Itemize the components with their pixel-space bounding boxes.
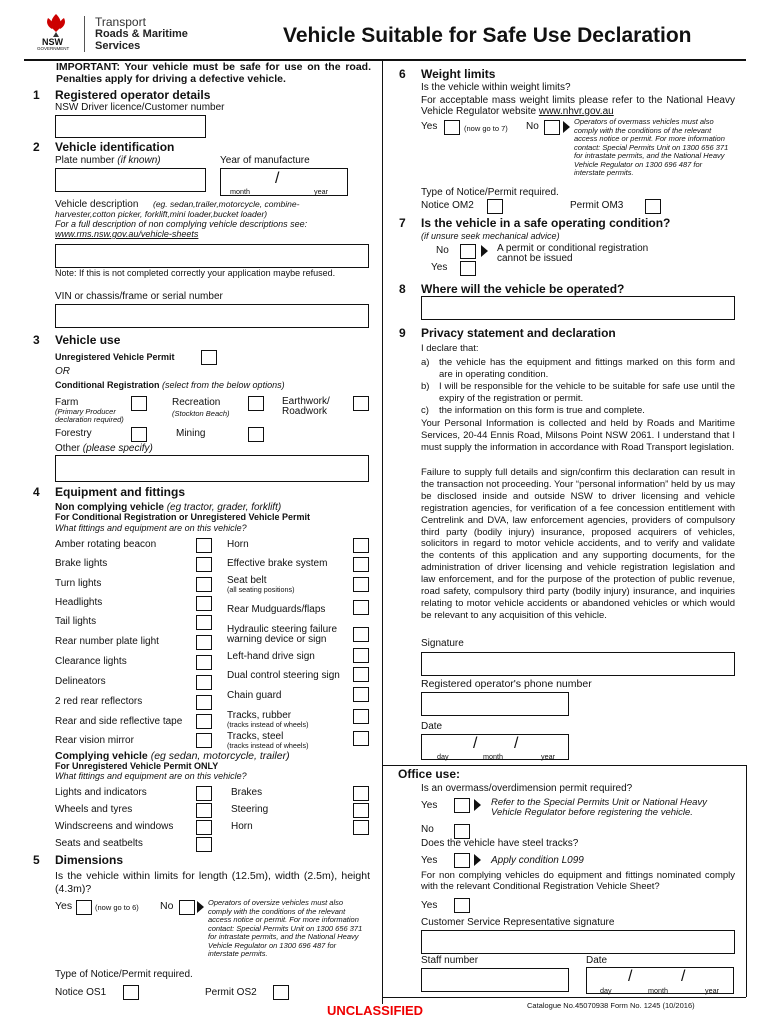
- date-label: Date: [421, 721, 443, 732]
- section-number: 7: [399, 216, 406, 230]
- checkbox[interactable]: [353, 687, 369, 702]
- declare-label: I declare that:: [421, 343, 479, 354]
- arrow-right-icon: [563, 121, 570, 133]
- safety-no-checkbox[interactable]: [460, 244, 476, 259]
- declaration-c: the information on this form is true and complete.: [439, 405, 645, 416]
- no-label: No: [436, 245, 449, 256]
- checkbox[interactable]: [196, 557, 212, 572]
- yes-label: Yes: [55, 900, 73, 912]
- yes-label: Yes: [421, 900, 438, 911]
- list-item: Brake lights: [55, 558, 108, 569]
- c-title: Complying vehicle: [55, 750, 148, 762]
- section-title: Privacy statement and declaration: [421, 326, 616, 340]
- section-title: Weight limits: [421, 67, 496, 81]
- c-eg: (eg sedan, motorcycle, trailer): [150, 750, 290, 762]
- month-label: month: [648, 986, 668, 995]
- declaration-b: I will be responsible for the vehicle to be suitable for safe use until the expiry of the registration or permit.: [439, 381, 735, 404]
- checkbox[interactable]: [196, 695, 212, 710]
- checkbox[interactable]: [353, 709, 369, 724]
- list-item: Seats and seatbelts: [55, 838, 143, 849]
- section-number: 1: [33, 88, 40, 102]
- section-title: Is the vehicle in a safe operating condition?: [421, 216, 671, 230]
- weight-question: Is the vehicle within weight limits?: [421, 82, 571, 93]
- section-number: 8: [399, 282, 406, 296]
- permit-om3-label: Permit OM3: [570, 200, 624, 211]
- desc-full: For a full description of non complying vehicle descriptions see:: [55, 219, 308, 229]
- weight-yes-checkbox[interactable]: [444, 120, 460, 135]
- office-comply-yes-checkbox[interactable]: [454, 898, 470, 913]
- section-title: Equipment and fittings: [55, 485, 185, 499]
- list-item: Tracks, rubber: [227, 710, 292, 721]
- checkbox[interactable]: [196, 803, 212, 818]
- unreg-permit-checkbox[interactable]: [201, 350, 217, 365]
- list-item: Tail lights: [55, 616, 97, 627]
- recreation-note: (Stockton Beach): [172, 409, 230, 418]
- office-q3: For non complying vehicles do equipment and fittings nominated comply with the relevant Conditional Registration Vehicle Sheet?: [421, 870, 735, 892]
- list-item: Turn lights: [55, 578, 102, 589]
- checkbox[interactable]: [196, 733, 212, 748]
- weight-ref: For acceptable mass weight limits please refer to the National Heavy Vehicle Regulator website: [421, 95, 735, 117]
- list-item: Left-hand drive sign: [227, 651, 315, 662]
- section-number: 6: [399, 67, 406, 81]
- goto-note: (now go to 6): [95, 903, 139, 912]
- list-item: Windscreens and windows: [55, 821, 174, 832]
- section-number: 3: [33, 333, 40, 347]
- cond-reg-label: Conditional Registration: [55, 380, 160, 390]
- year-label: year: [705, 986, 719, 995]
- other-note: (please specify): [82, 443, 153, 454]
- other-input[interactable]: [55, 455, 369, 482]
- permit-warning: A permit or conditional registration cannot be issued: [497, 243, 649, 264]
- checkbox[interactable]: [196, 596, 212, 611]
- farm-label: Farm: [55, 397, 79, 408]
- forestry-checkbox[interactable]: [131, 427, 147, 442]
- nc-question: What fittings and equipment are on this vehicle?: [55, 523, 247, 533]
- tracks-note: (tracks instead of wheels): [227, 741, 309, 750]
- overmass-note: Operators of overmass vehicles must also comply with the conditions of the relevant access notice or permit. For more information contact: Special Permits Unit on 1300 656 371 for intrastate permits, and the National Heavy Vehicle Regulator on 1300 696 487 for interstate permits.: [574, 117, 729, 177]
- notice-os1-checkbox[interactable]: [123, 985, 139, 1000]
- list-item: Tracks, steel: [227, 731, 284, 742]
- plate-label: Plate number: [55, 155, 115, 166]
- checkbox[interactable]: [353, 786, 369, 801]
- nc-for: For Conditional Registration or Unregistered Vehicle Permit: [55, 512, 311, 522]
- date-slash: /: [275, 170, 280, 187]
- checkbox[interactable]: [196, 577, 212, 592]
- list-item: Wheels and tyres: [55, 804, 133, 815]
- csr-signature-label: Customer Service Representative signature: [421, 917, 615, 928]
- nc-title: Non complying vehicle: [55, 502, 164, 513]
- list-item: Headlights: [55, 597, 103, 608]
- list-item: Effective brake system: [227, 558, 328, 569]
- permit-os2-label: Permit OS2: [205, 987, 257, 998]
- section-number: 2: [33, 140, 40, 154]
- list-item: Brakes: [231, 787, 263, 798]
- list-item: Lights and indicators: [55, 787, 147, 798]
- list-item: Rear and side reflective tape: [55, 716, 183, 727]
- or-label: OR: [55, 366, 70, 377]
- list-item: Seat belt: [227, 575, 267, 586]
- declaration-a: the vehicle has the equipment and fittings marked on this form and are in operating condition.: [439, 357, 735, 380]
- mining-checkbox[interactable]: [248, 427, 264, 442]
- section-title: Where will the vehicle be operated?: [421, 282, 625, 296]
- list-item: Steering: [231, 804, 269, 815]
- day-label: day: [437, 752, 449, 761]
- safety-note: (if unsure seek mechanical advice): [421, 231, 560, 241]
- phone-label: Registered operator's phone number: [421, 678, 592, 690]
- checkbox[interactable]: [196, 615, 212, 630]
- mining-label: Mining: [176, 428, 206, 439]
- vehicle-description-input[interactable]: [55, 244, 369, 268]
- day-label: day: [600, 986, 612, 995]
- list-item: Dual control steering sign: [227, 670, 340, 681]
- checkbox[interactable]: [196, 786, 212, 801]
- licence-input[interactable]: [55, 115, 206, 138]
- important-notice: IMPORTANT: Your vehicle must be safe for use on the road. Penalties apply for driving a defective vehicle.: [56, 61, 371, 85]
- no-label: No: [160, 900, 174, 912]
- section-number: 4: [33, 485, 40, 499]
- staff-number-input[interactable]: [421, 968, 569, 992]
- other-label: Other: [55, 443, 81, 454]
- checkbox[interactable]: [353, 803, 369, 818]
- yes-label: Yes: [421, 855, 438, 866]
- checkbox[interactable]: [196, 538, 212, 553]
- list-item: Rear Mudguards/flaps: [227, 604, 326, 615]
- agency-line3: Services: [95, 40, 141, 52]
- dimensions-yes-checkbox[interactable]: [76, 900, 92, 915]
- agency-line1: Transport: [95, 15, 146, 29]
- desc-label: Vehicle description: [55, 199, 139, 210]
- section-title: Vehicle identification: [55, 140, 175, 154]
- yes-label: Yes: [421, 800, 438, 811]
- privacy-paragraph-1: Your Personal Information is collected and held by Roads and Maritime Services, 20-44 Ennis Road, Milsons Point NSW 2061. I understand that I must supply the information in accordance with Road Transport legislation.: [421, 418, 735, 453]
- nc-eg: (eg tractor, grader, forklift): [166, 502, 282, 513]
- list-item: Rear vision mirror: [55, 735, 134, 746]
- list-item: 2 red rear reflectors: [55, 696, 143, 707]
- no-label: No: [421, 824, 434, 835]
- checkbox[interactable]: [353, 731, 369, 746]
- plate-input[interactable]: [55, 168, 206, 192]
- yes-label: Yes: [431, 262, 448, 273]
- permit-om3-checkbox[interactable]: [645, 199, 661, 214]
- checkbox[interactable]: [353, 538, 369, 553]
- earthwork-label: Earthwork/ Roadwork: [282, 396, 330, 417]
- recreation-checkbox[interactable]: [248, 396, 264, 411]
- nhvr-url-link[interactable]: www.nhvr.gov.au: [538, 106, 614, 117]
- safety-yes-checkbox[interactable]: [460, 261, 476, 276]
- c-question: What fittings and equipment are on this vehicle?: [55, 771, 247, 781]
- vin-label: VIN or chassis/frame or serial number: [55, 291, 223, 302]
- csr-signature-input[interactable]: [421, 930, 735, 954]
- office-q1: Is an overmass/overdimension permit required?: [421, 783, 633, 794]
- checkbox[interactable]: [196, 655, 212, 670]
- weight-no-checkbox[interactable]: [544, 120, 560, 135]
- checkbox[interactable]: [196, 714, 212, 729]
- vin-input[interactable]: [55, 304, 369, 328]
- checkbox[interactable]: [353, 600, 369, 615]
- goto-note: (now go to 7): [464, 124, 508, 133]
- section-number: 5: [33, 853, 40, 867]
- notice-type-label: Type of Notice/Permit required.: [55, 969, 193, 980]
- office-q2: Does the vehicle have steel tracks?: [421, 838, 579, 849]
- cond-reg-note: (select from the below options): [162, 380, 285, 390]
- checkbox[interactable]: [353, 820, 369, 835]
- checkbox[interactable]: [353, 557, 369, 572]
- arrow-right-icon: [474, 799, 481, 811]
- office-refer-note: Refer to the Special Permits Unit or National Heavy Vehicle Regulator before registering the vehicle.: [491, 797, 707, 818]
- unreg-permit-label: Unregistered Vehicle Permit: [55, 352, 175, 362]
- classification-label: UNCLASSIFIED: [327, 1003, 424, 1018]
- dimensions-question: Is the vehicle within limits for length (12.5m), width (2.5m), height (4.3m)?: [55, 870, 370, 895]
- checkbox[interactable]: [196, 675, 212, 690]
- plate-note: (if known): [117, 155, 161, 166]
- signature-input[interactable]: [421, 652, 735, 676]
- privacy-paragraph-2: Failure to supply full details and sign/confirm this declaration can result in the transaction not proceeding. Your “personal information” held by us may be disclosed inside and outside NSW to driver licensing and vehicle registration agencies, for verification of a fee concession entitlement with Centrelink and DVA, law enforcement agencies, providers of compulsory third party (bodily injury) insurance, proposed acquirers of vehicles, solicitors in regard to motor vehicle accidents, and to verify and validate the contents of this application and any supporting documents, for the administration of driver licensing and vehicle registration legislation and law enforcement, and for the purpose of the protection of public revenue, road safety, compulsory third party (bodily injury) insurance, and inquiries relating to motor vehicle accidents or abandoned vehicles or which would be relevant to any acquisition of this vehicle.: [421, 467, 735, 621]
- year-label: year: [314, 187, 328, 196]
- notice-om2-label: Notice OM2: [421, 200, 474, 211]
- list-item: Amber rotating beacon: [55, 539, 157, 550]
- forestry-label: Forestry: [55, 428, 92, 439]
- dimensions-no-checkbox[interactable]: [179, 900, 195, 915]
- yes-label: Yes: [421, 121, 438, 132]
- list-item: Rear number plate light: [55, 636, 159, 647]
- licence-label: NSW Driver licence/Customer number: [55, 102, 225, 113]
- notice-os1-label: Notice OS1: [55, 987, 107, 998]
- checkbox[interactable]: [196, 837, 212, 852]
- checkbox[interactable]: [196, 820, 212, 835]
- arrow-right-icon: [481, 245, 488, 257]
- agency-line2: Roads & Maritime: [95, 28, 188, 40]
- office-permit-no-checkbox[interactable]: [454, 824, 470, 839]
- signature-label: Signature: [421, 638, 464, 649]
- catalogue-number: Catalogue No.45070938 Form No. 1245 (10/2016): [527, 1001, 695, 1010]
- permit-os2-checkbox[interactable]: [273, 985, 289, 1000]
- checkbox[interactable]: [353, 627, 369, 642]
- farm-note: (Primary Producer declaration required): [55, 407, 124, 424]
- notice-om2-checkbox[interactable]: [487, 199, 503, 214]
- staff-number-label: Staff number: [421, 955, 479, 966]
- seat-note: (all seating positions): [227, 585, 295, 594]
- no-label: No: [526, 121, 539, 132]
- arrow-right-icon: [197, 901, 204, 913]
- list-item: Clearance lights: [55, 656, 127, 667]
- page-title: Vehicle Suitable for Safe Use Declaration: [283, 24, 692, 47]
- checkbox[interactable]: [353, 667, 369, 682]
- office-permit-yes-checkbox[interactable]: [454, 798, 470, 813]
- section-number: 9: [399, 326, 406, 340]
- year-label: year: [541, 752, 555, 761]
- list-item: Horn: [231, 821, 253, 832]
- desc-note: Note: If this is not completed correctly your application maybe refused.: [55, 268, 336, 278]
- oversize-note: Operators of oversize vehicles must also comply with the conditions of the relevant access notice or permit. For more information contact: Special Permits Unit on 1300 656 371 for intrastate permits, and the National Heavy Vehicle Regulator on 1300 696 487 for interstate permits.: [208, 898, 363, 958]
- c-for: For Unregistered Vehicle Permit ONLY: [55, 761, 219, 771]
- section-title: Registered operator details: [55, 88, 211, 102]
- operation-location-input[interactable]: [421, 296, 735, 320]
- section-title: Vehicle use: [55, 333, 121, 347]
- checkbox[interactable]: [353, 577, 369, 592]
- phone-input[interactable]: [421, 692, 569, 716]
- recreation-label: Recreation: [172, 397, 221, 408]
- apply-condition: Apply condition L099: [491, 855, 584, 866]
- list-item: Chain guard: [227, 690, 282, 701]
- section-title: Dimensions: [55, 853, 124, 867]
- logo-state: NSW: [42, 37, 63, 47]
- list-item: Hydraulic steering failure warning device or sign: [227, 624, 338, 645]
- desc-examples: (eg. sedan,trailer,motorcycle, combine-harvester,cotton picker, forklift,mini loader,bucket loader): [55, 199, 300, 219]
- logo-gov: GOVERNMENT: [37, 46, 70, 51]
- month-label: month: [483, 752, 503, 761]
- list-item: Horn: [227, 539, 249, 550]
- list-item: Delineators: [55, 676, 106, 687]
- farm-checkbox[interactable]: [131, 396, 147, 411]
- month-label: month: [230, 187, 250, 196]
- tracks-note: (tracks instead of wheels): [227, 720, 309, 729]
- earthwork-checkbox[interactable]: [353, 396, 369, 411]
- checkbox[interactable]: [353, 648, 369, 663]
- notice-type-label: Type of Notice/Permit required.: [421, 187, 559, 198]
- checkbox[interactable]: [196, 635, 212, 650]
- office-use-title: Office use:: [398, 767, 461, 781]
- desc-url-link[interactable]: www.rms.nsw.gov.au/vehicle-sheets: [55, 229, 199, 239]
- office-tracks-yes-checkbox[interactable]: [454, 853, 470, 868]
- arrow-right-icon: [474, 854, 481, 866]
- year-label: Year of manufacture: [220, 155, 310, 166]
- office-date-label: Date: [586, 955, 608, 966]
- waratah-icon: [38, 12, 74, 38]
